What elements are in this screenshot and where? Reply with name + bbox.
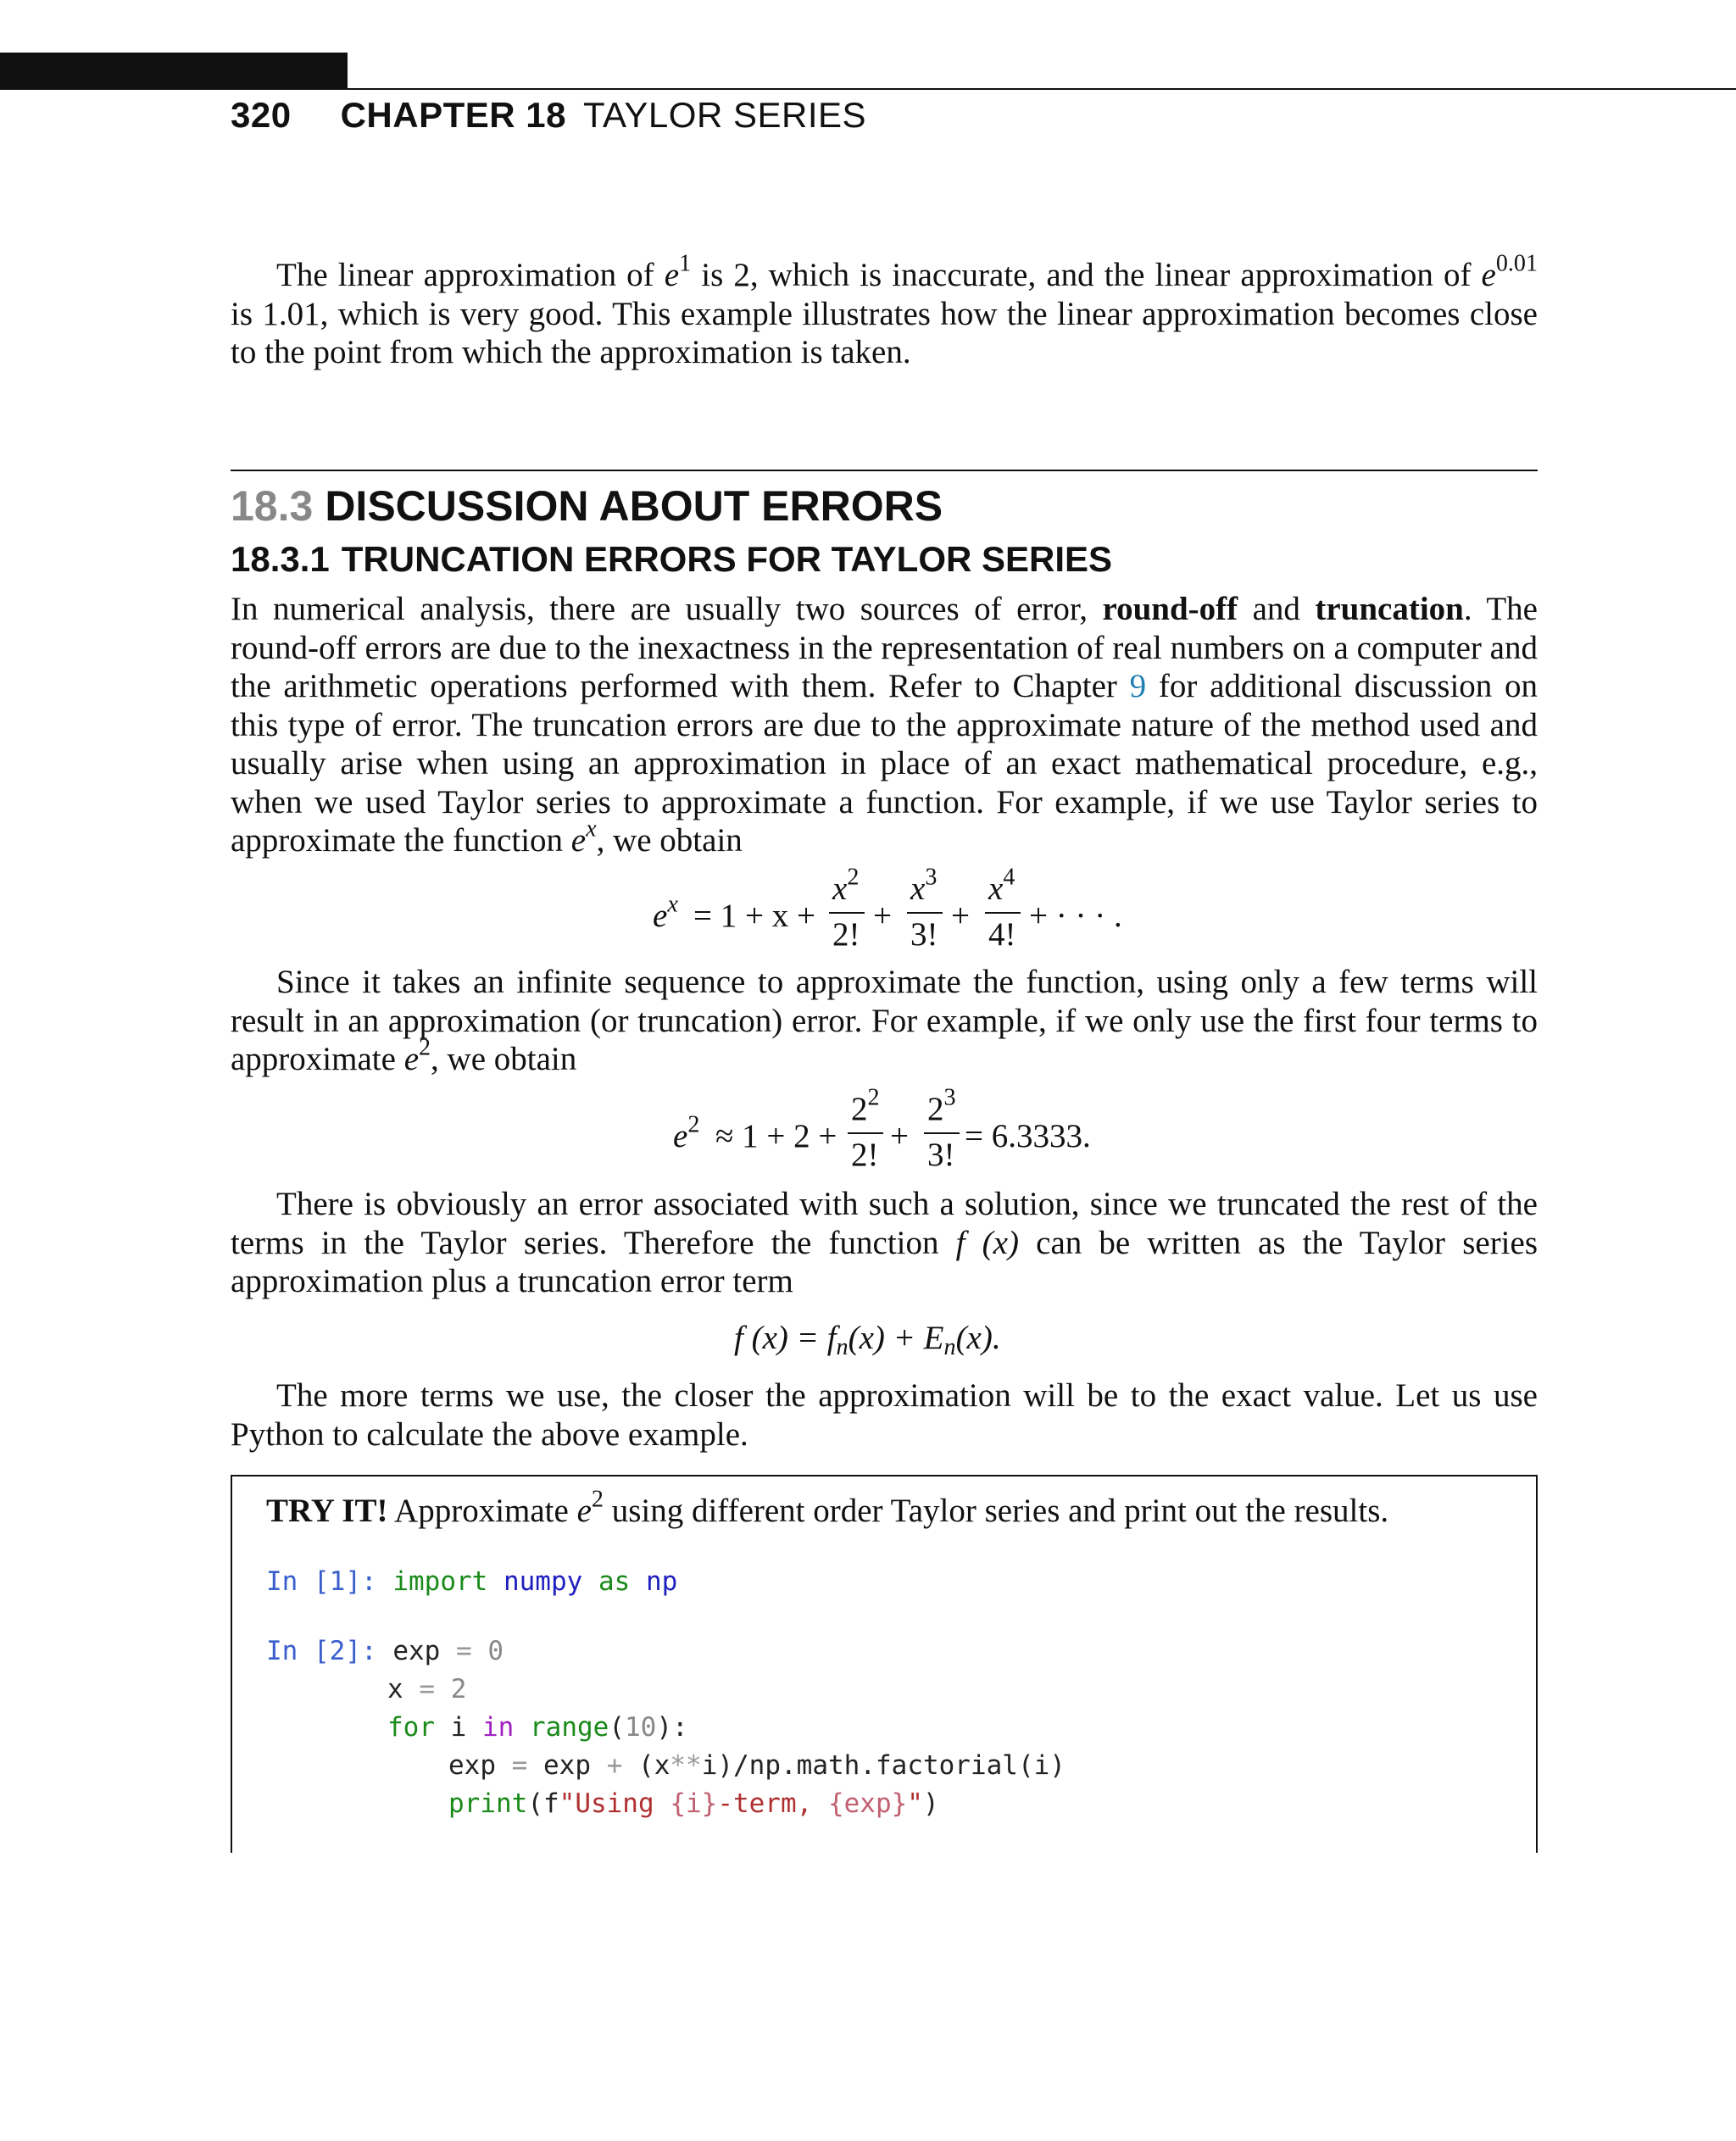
- code-keyword: in: [482, 1712, 515, 1743]
- math-sup: 2: [847, 864, 860, 891]
- eq-terms: = 1 + x +: [693, 898, 815, 934]
- math-sup: 2: [687, 1111, 700, 1138]
- eq-plus: +: [873, 898, 892, 934]
- code-string: ": [907, 1788, 923, 1819]
- eq-part: (x).: [955, 1320, 1001, 1356]
- math-sup: 2: [591, 1486, 604, 1513]
- math-sup: 3: [925, 864, 938, 891]
- code-op: **: [670, 1750, 702, 1781]
- code-punct: (: [609, 1712, 626, 1743]
- code-op: =: [511, 1750, 528, 1781]
- code-module: np: [645, 1566, 678, 1597]
- code-number: 2: [450, 1674, 467, 1704]
- code-op: =: [456, 1636, 472, 1666]
- math-sub: n: [943, 1334, 956, 1361]
- text: is 2, which is inaccurate, and the linear approximation of: [691, 257, 1482, 293]
- section-number: 18.3: [231, 482, 314, 530]
- text: In numerical analysis, there are usually two sources of error,: [231, 591, 1103, 627]
- eq-denominator: 2!: [851, 1137, 879, 1173]
- code-punct: ):: [656, 1712, 688, 1743]
- code-string: -term,: [717, 1788, 828, 1819]
- subsection-number: 18.3.1: [231, 539, 330, 579]
- input-prompt: In [2]:: [266, 1636, 377, 1666]
- section-heading: [231, 481, 943, 531]
- code-number: 10: [625, 1712, 657, 1743]
- running-header: [231, 95, 866, 136]
- text: There is obviously an error associated with such a solution, since we truncated the rest of the terms in the Taylor series. Therefore the function: [231, 1186, 1538, 1261]
- subsection-heading: [231, 539, 1112, 580]
- math-sup: 4: [1003, 864, 1015, 891]
- math-e: e: [653, 898, 668, 934]
- code-keyword: import: [392, 1566, 488, 1597]
- term-roundoff: round-off: [1102, 591, 1238, 627]
- math-e: e: [576, 1493, 592, 1529]
- code-var: exp: [543, 1750, 592, 1781]
- code-builtin: range: [530, 1712, 609, 1743]
- text: . The round-off errors are due to the inexactness in the representation of real numbers on a computer and the arithmetic operations performed with them. Refer to Chapter: [231, 591, 1538, 704]
- eq-part: (x) + E: [848, 1320, 944, 1356]
- math-sup: 3: [943, 1084, 956, 1111]
- fraction-bar: [829, 912, 865, 914]
- text: and: [1238, 591, 1316, 627]
- math-e: e: [664, 257, 680, 293]
- math-sub: n: [836, 1334, 849, 1361]
- math-sup: 2: [867, 1084, 880, 1111]
- try-it-label: TRY IT!: [266, 1493, 388, 1529]
- code-var: exp: [448, 1750, 496, 1781]
- paragraph-errors: [231, 590, 1538, 860]
- chapter-link[interactable]: 9: [1129, 668, 1147, 704]
- chapter-label: CHAPTER 18: [340, 95, 566, 135]
- math-e: e: [1481, 257, 1496, 293]
- eq-part: f (x) = f: [734, 1320, 837, 1356]
- fraction-bar: [848, 1132, 883, 1134]
- text: can be written as the Taylor series approximation plus a truncation error term: [231, 1224, 1538, 1299]
- code-module: numpy: [503, 1566, 583, 1597]
- fraction-bar: [924, 1132, 960, 1134]
- input-prompt: In [1]:: [266, 1566, 377, 1597]
- code-cell-2-line-2[interactable]: [387, 1674, 466, 1704]
- code-string-interp: {i}: [670, 1788, 718, 1819]
- code-var: x: [387, 1674, 403, 1704]
- text: Since it takes an infinite sequence to approximate the function, using only a few terms will result in an approximation (or truncation) error. For example, if we only use the first four terms to approximate: [231, 964, 1538, 1077]
- code-cell-1[interactable]: [266, 1566, 677, 1597]
- code-cell-2-line-3[interactable]: [387, 1712, 688, 1743]
- math-e: e: [403, 1041, 419, 1077]
- try-it-box: [231, 1475, 1538, 1853]
- eq-tail: = 6.3333.: [965, 1118, 1091, 1154]
- code-string-interp: {exp}: [827, 1788, 908, 1819]
- code-punct: ): [922, 1788, 939, 1819]
- page-number: 320: [231, 95, 292, 135]
- code-op: +: [606, 1750, 623, 1781]
- text: is 1.01, which is very good. This example illustrates how the linear approximation becomes close to the point from which the approximation is taken.: [231, 295, 1538, 370]
- text: Approximate: [387, 1493, 577, 1529]
- math-x: x: [832, 870, 848, 907]
- code-punct: (f: [527, 1788, 559, 1819]
- eq-denominator: 4!: [988, 916, 1016, 953]
- section-title: DISCUSSION ABOUT ERRORS: [325, 482, 943, 530]
- paragraph-error-term: [231, 1185, 1538, 1301]
- eq-tail: + · · · .: [1029, 898, 1122, 934]
- text: for additional discussion on this type of error. The truncation errors are due to the approximate nature of the method used and usually arise when using an approximation in place of an exact mathematical procedure, e.g., when we used Taylor series to approximate a function. For example, if we use Taylor series to approximate the function: [231, 668, 1538, 859]
- paragraph-python: The more terms we use, the closer the approximation will be to the exact value. Let us use Python to calculate the above example.: [231, 1377, 1538, 1453]
- eq-denominator: 3!: [910, 916, 938, 953]
- code-op: =: [419, 1674, 436, 1704]
- paragraph-truncation: [231, 963, 1538, 1079]
- eq-plus: +: [951, 898, 970, 934]
- section-rule: [231, 470, 1538, 471]
- math-x: x: [586, 815, 597, 842]
- eq-terms: ≈ 1 + 2 +: [715, 1118, 837, 1154]
- math-x: x: [667, 891, 678, 918]
- text: using different order Taylor series and print out the results.: [603, 1493, 1389, 1529]
- code-keyword: as: [598, 1566, 631, 1597]
- math-fx: f (x): [955, 1224, 1019, 1261]
- code-cell-2-line-4[interactable]: [448, 1750, 1066, 1781]
- code-string: "Using: [559, 1788, 670, 1819]
- text: , we obtain: [431, 1041, 577, 1077]
- eq-plus: +: [890, 1118, 909, 1154]
- code-var: exp: [392, 1636, 441, 1666]
- eq-denominator: 3!: [927, 1137, 955, 1173]
- code-var: i: [450, 1712, 467, 1743]
- text: The linear approximation of: [276, 257, 665, 293]
- term-truncation: truncation: [1315, 591, 1464, 627]
- math-x: x: [910, 870, 926, 907]
- code-builtin: print: [448, 1788, 528, 1819]
- fraction-bar: [985, 912, 1021, 914]
- eq-numerator: 2: [851, 1091, 868, 1127]
- header-rule: [348, 88, 1736, 90]
- eq-denominator: 2!: [832, 916, 860, 953]
- math-e: e: [570, 822, 587, 859]
- code-keyword: for: [387, 1712, 435, 1743]
- math-sup: 0.01: [1495, 250, 1538, 277]
- subsection-title: TRUNCATION ERRORS FOR TAYLOR SERIES: [341, 539, 1113, 579]
- header-bar: [0, 53, 348, 90]
- math-x: x: [988, 870, 1004, 907]
- code-expr: i)/np.math.factorial(i): [701, 1750, 1066, 1781]
- math-sup: 2: [419, 1034, 431, 1061]
- code-number: 0: [487, 1636, 504, 1666]
- equation-fx: [734, 1319, 1001, 1361]
- math-sup: 1: [679, 250, 692, 277]
- intro-paragraph: [231, 250, 1538, 372]
- code-cell-2-line-5[interactable]: [448, 1788, 939, 1819]
- code-cell-2-line-1[interactable]: [266, 1636, 504, 1666]
- fraction-bar: [907, 912, 943, 914]
- math-e: e: [673, 1118, 688, 1154]
- chapter-title: TAYLOR SERIES: [582, 95, 867, 135]
- text: , we obtain: [596, 822, 743, 859]
- eq-numerator: 2: [927, 1091, 944, 1127]
- code-expr: (x: [638, 1750, 670, 1781]
- try-it-heading: [266, 1486, 1389, 1530]
